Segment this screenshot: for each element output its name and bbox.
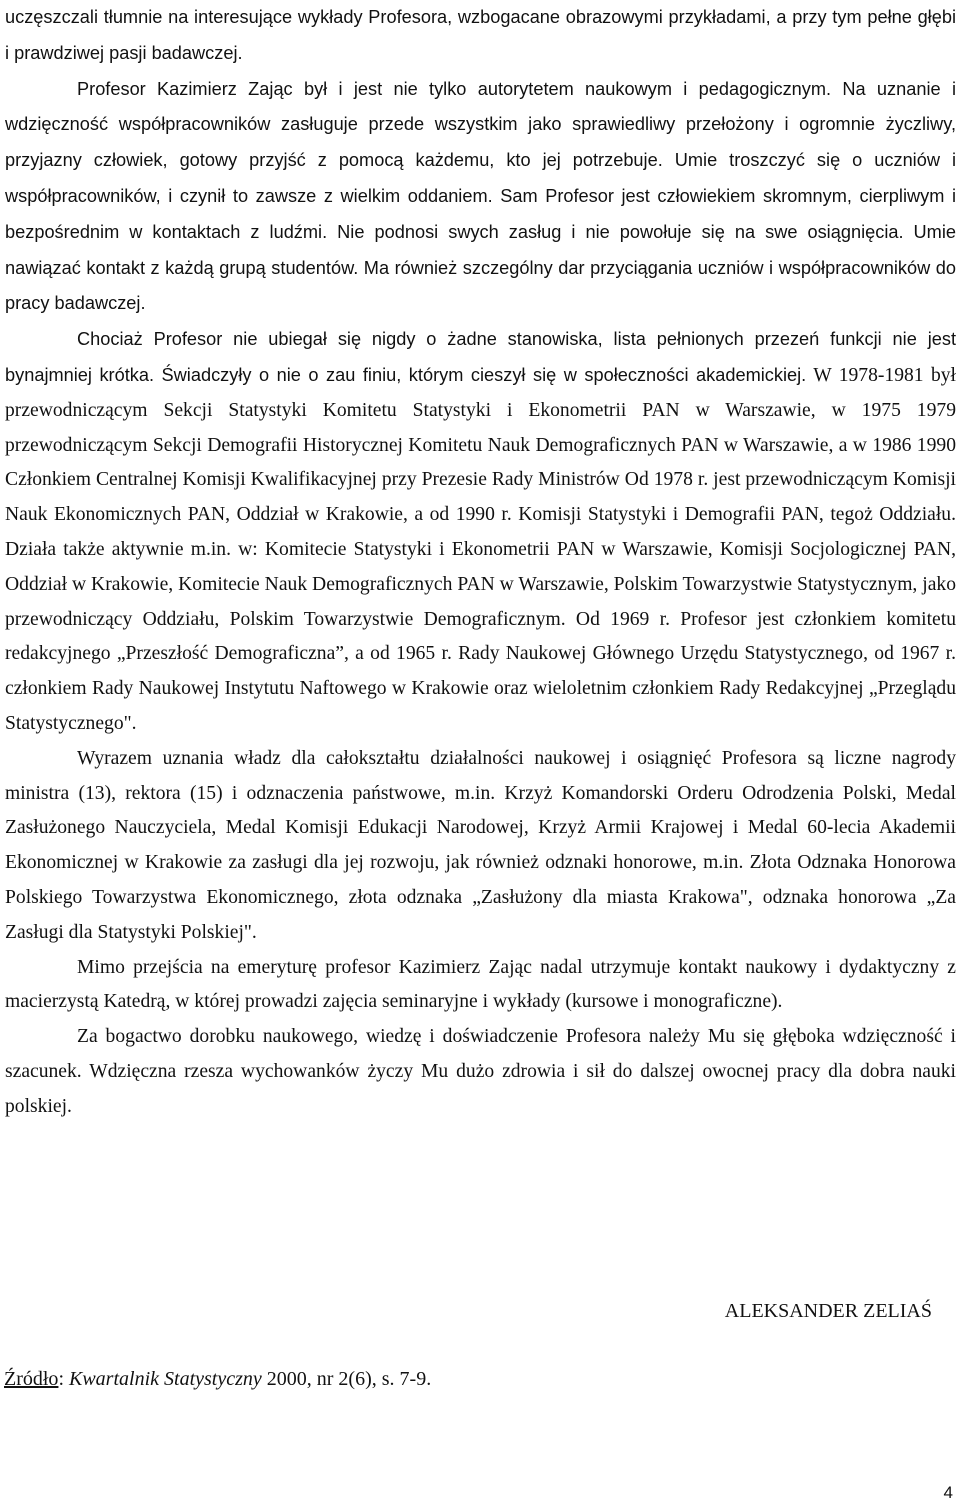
paragraph-text: uczęszczali tłumnie na interesujące wykłady Profesora, wzbogacane obrazowymi przykładami, a przy tym pełne głębi i prawdziwej pasji badawczej. — [5, 7, 956, 63]
paragraph-text: Chociaż Profesor nie ubiegał się nigdy o żadne stanowiska, lista pełnionych przezeń funkcji nie jest bynajmniej krótka. Świadczyły o nie o zau finiu, którym cieszył się w społeczności akademickiej. — [5, 329, 956, 385]
article-body — [5, 0, 956, 1125]
paragraph-text: Wyrazem uznania władz dla całokształtu działalności naukowej i osiągnięć Profesora są liczne nagrody ministra (13), rektora (15) i odznaczenia państwowe, m.in. Krzyż Komandorski Orderu Odrodzenia Polski, Medal Zasłużonego Nauczyciela, Medal Komisji Edukacji Narodowej, Krzyż Armii Krajowej i Medal 60-lecia Akademii Ekonomicznej w Krakowie za zasługi dla jej rozwoju, jak również odznaki honorowe, m.in. Złota Odznaka Honorowa Polskiego Towarzystwa Ekonomicznego, złota odznaka „Zasłużony dla miasta Krakowa", odznaka honorowa „Za Zasługi dla Statystyki Polskiej". — [5, 747, 956, 943]
paragraph — [5, 1020, 956, 1124]
source-citation — [4, 1364, 431, 1394]
paragraph-text: W 1978-1981 był przewodniczącym Sekcji Statystyki Komitetu Statystyki i Ekonometrii PAN w Warszawie, w 1975 1979 przewodniczącym Sekcji Demografii Historycznej Komitetu Nauk Demograficznych PAN w Warszawie, a w 1986 1990 Członkiem Centralnej Komisji Kwalifikacyjnej przy Prezesie Rady Ministrów Od 1978 r. jest przewodniczącym Komisji Nauk Ekonomicznych PAN, Oddział w Krakowie, a od 1990 r. Komisji Statystyki i Demografii PAN, tegoż Oddziału. Działa także aktywnie m.in. w: Komitecie Statystyki i Ekonometrii PAN w Warszawie, Komisji Socjologicznej PAN, Oddział w Krakowie, Komitecie Nauk Demograficznych PAN w Warszawie, Polskim Towarzystwie Statystycznym, jako przewodniczący Oddziału, Polskim Towarzystwie Demograficznym. Od 1969 r. Profesor jest członkiem komitetu redakcyjnego „Przeszłość Demograficzna”, a od 1965 r. Rady Naukowej Głównego Urzędu Statystycznego, od 1967 r. członkiem Rady Naukowej Instytutu Naftowego w Krakowie oraz wieloletnim członkiem Rady Redakcyjnej „Przeglądu Statystycznego". — [5, 364, 956, 734]
paragraph-text: Za bogactwo dorobku naukowego, wiedzę i doświadczenie Profesora należy Mu się głęboka wdzięczność i szacunek. Wdzięczna rzesza wychowanków życzy Mu dużo zdrowia i sił do dalszej owocnej pracy dla dobra nauki polskiej. — [5, 1026, 956, 1117]
paragraph — [5, 0, 956, 72]
source-label: Źródło — [4, 1368, 59, 1390]
source-separator: : — [58, 1368, 69, 1390]
source-details: 2000, nr 2(6), s. 7-9. — [261, 1368, 432, 1390]
paragraph — [5, 322, 956, 742]
paragraph — [5, 72, 956, 323]
author-signature: ALEKSANDER ZELIAŚ — [724, 1300, 932, 1322]
paragraph — [5, 951, 956, 1021]
page-number: 4 — [943, 1483, 953, 1502]
source-journal: Kwartalnik Statystyczny — [69, 1368, 262, 1390]
paragraph — [5, 742, 956, 951]
paragraph-text: Profesor Kazimierz Zając był i jest nie tylko autorytetem naukowym i pedagogicznym. Na uznanie i wdzięczność współpracowników zasługuje przede wszystkim jako sprawiedliwy przełożony i ogromnie życzliwy, przyjazny człowiek, gotowy przyjść z pomocą każdemu, kto jej potrzebuje. Umie troszczyć się o uczniów i współpracowników, i czynił to zawsze z wielkim oddaniem. Sam Profesor jest człowiekiem skromnym, cierpliwym i bezpośrednim w kontaktach z ludźmi. Nie podnosi swych zasług i nie powołuje się na swe osiągnięcia. Umie nawiązać kontakt z każdą grupą studentów. Ma również szczególny dar przyciągania uczniów i współpracowników do pracy badawczej. — [5, 78, 956, 314]
paragraph-text: Mimo przejścia na emeryturę profesor Kazimierz Zając nadal utrzymuje kontakt naukowy i dydaktyczny z macierzystą Katedrą, w której prowadzi zajęcia seminaryjne i wykłady (kursowe i monograficzne). — [5, 956, 956, 1013]
